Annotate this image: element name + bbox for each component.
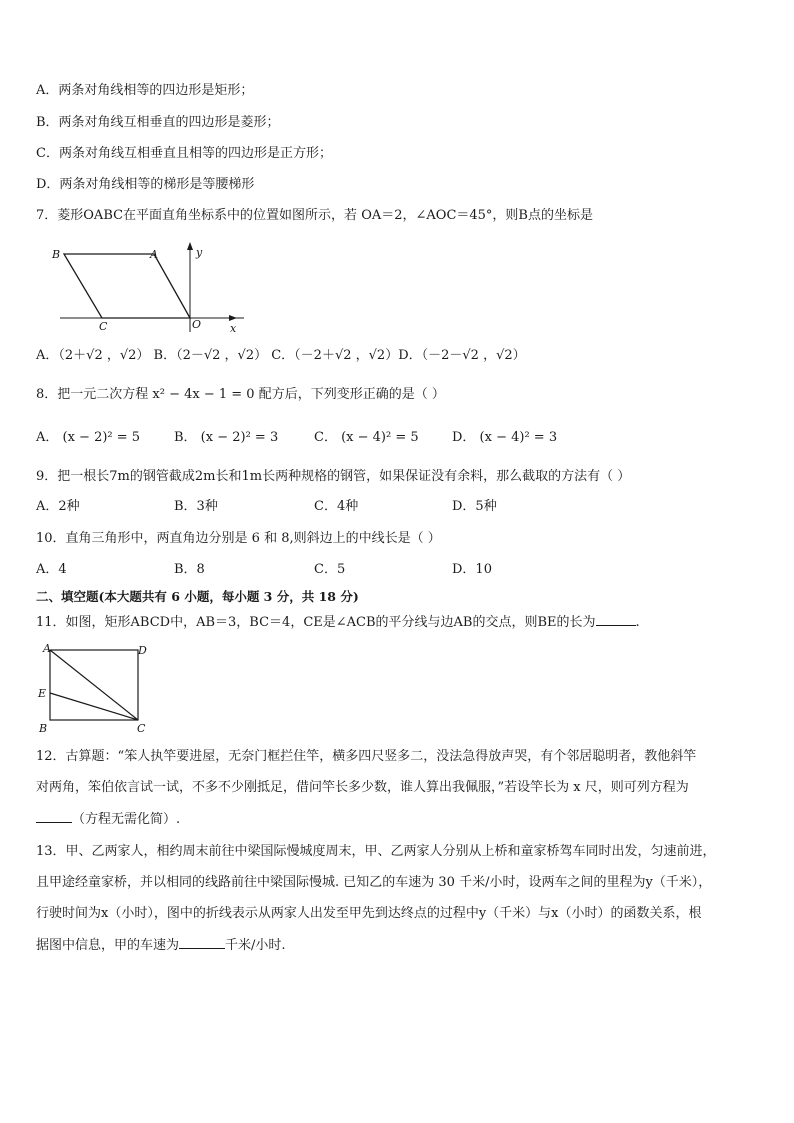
q8-option-d: D． (x − 4)² = 3	[452, 430, 558, 445]
q11-stem	[36, 613, 640, 632]
q12-line-2: 对两角，笨伯依言试一试，不多不少刚抵足，借问竿长多少数，谁人算出我佩服，”若设竿长为 x 尺，则可列方程为	[36, 780, 689, 795]
q11-label-d: D	[138, 644, 147, 657]
q10-stem: 10．直角三角形中，两直角边分别是 6 和 8,则斜边上的中线长是（ ）	[36, 531, 441, 546]
q8-option-b: B． (x − 2)² = 3	[174, 430, 279, 445]
q7-label-b: B	[52, 248, 61, 261]
q12-line-1: 12．古算题：“笨人执竿要进屋，无奈门框拦住竿，横多四尺竖多二，没法急得放声哭，有个邻居聪明者，教他斜竿	[36, 749, 697, 764]
q13-line-4	[36, 936, 286, 955]
q9-option-b: B．3种	[174, 499, 218, 514]
q9-stem: 9．把一根长7m的钢管截成2m长和1m长两种规格的钢管，如果保证没有余料，那么截取的方法有（ ）	[36, 469, 631, 484]
q10-option-c: C．5	[314, 562, 346, 577]
q9-option-a: A．2种	[36, 499, 80, 514]
q12-line-3-text: （方程无需化简）.	[72, 812, 181, 827]
q6-option-b: B．两条对角线互相垂直的四边形是菱形；	[36, 115, 280, 130]
q13-line-1: 13．甲、乙两家人，相约周末前往中梁国际慢城度周末，甲、乙两家人分别从上桥和童家桥驾车同时出发，匀速前进，	[36, 844, 716, 859]
q7-label-x: x	[230, 322, 237, 335]
q7-label-o: O	[192, 318, 202, 331]
q6-option-c: C．两条对角线互相垂直且相等的四边形是正方形；	[36, 146, 332, 161]
q7-rhombus-figure	[44, 236, 254, 336]
q7-stem: 7．菱形OABC在平面直角坐标系中的位置如图所示，若 OA＝2，∠AOC＝45°，则B点的坐标是	[36, 208, 593, 223]
q13-answer-blank[interactable]	[179, 936, 225, 949]
q11-stem-text: 11．如图，矩形ABCD中，AB＝3，BC＝4，CE是∠ACB的平分线与边AB的交点，则BE的长为	[36, 615, 596, 630]
q9-option-d: D．5种	[452, 499, 497, 514]
q8-option-a: A． (x − 2)² = 5	[36, 430, 141, 445]
q13-line-3: 行驶时间为x（小时），图中的折线表示从两家人出发至甲先到达终点的过程中y（千米）与x（小时）的函数关系，根	[36, 906, 702, 921]
q11-label-a: A	[43, 642, 51, 655]
q7-label-y: y	[196, 246, 203, 259]
q11-stem-end: .	[635, 615, 640, 630]
q13-line-4-text: 据图中信息，甲的车速为	[36, 938, 180, 953]
q9-option-c: C．4种	[314, 499, 359, 514]
q13-line-2: 且甲途经童家桥，并以相同的线路前往中梁国际慢城. 已知乙的车速为 30 千米/小时，设两车之间的里程为y（千米），	[36, 875, 712, 890]
q11-rectangle-figure	[34, 640, 154, 740]
q13-line-4-end: 千米/小时.	[225, 938, 286, 953]
q6-option-d: D．两条对角线相等的梯形是等腰梯形	[36, 177, 255, 192]
q8-option-c: C． (x − 4)² = 5	[314, 430, 419, 445]
q11-label-b: B	[39, 722, 48, 735]
section-heading-fill-in: 二、填空题(本大题共有 6 小题，每小题 3 分，共 18 分)	[36, 589, 359, 604]
q7-label-a: A	[150, 248, 158, 261]
q10-option-a: A．4	[36, 562, 67, 577]
q12-line-3	[36, 810, 180, 829]
q11-label-e: E	[38, 687, 47, 700]
q10-option-b: B．8	[174, 562, 205, 577]
q11-label-c: C	[137, 722, 146, 735]
q7-options: A．（2＋√2 ，√2） B．（2－√2 ，√2） C．（－2＋√2 ，√2）D．（－2－√2 ，√2）	[36, 348, 526, 363]
q10-option-d: D．10	[452, 562, 492, 577]
q7-label-c: C	[99, 320, 108, 333]
q6-option-a: A．两条对角线相等的四边形是矩形；	[36, 83, 254, 98]
q8-stem: 8．把一元二次方程 x² − 4x − 1 = 0 配方后，下列变形正确的是（ ）	[36, 387, 445, 402]
q12-answer-blank[interactable]	[36, 810, 72, 823]
q11-answer-blank[interactable]	[596, 613, 636, 626]
